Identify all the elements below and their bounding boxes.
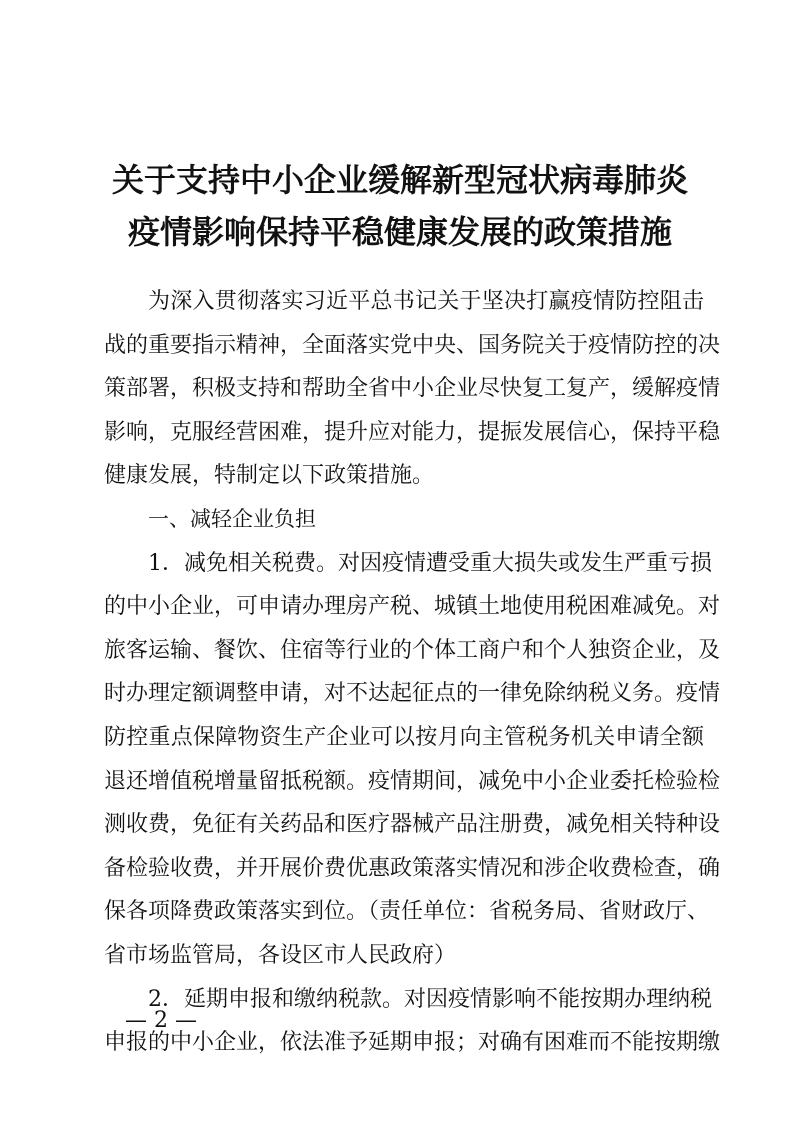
paragraph-line: 战的重要指示精神，全面落实党中央、国务院关于疫情防控的决 [104,332,721,358]
paragraph-line: 保各项降费政策落实到位。（责任单位：省税务局、省财政厅、 [104,899,710,925]
document-title-line-1: 关于支持中小企业缓解新型冠状病毒肺炎 [111,161,688,199]
document-title-line-2: 疫情影响保持平稳健康发展的政策措施 [127,213,672,251]
document-body [104,280,721,1065]
paragraph-line: 时办理定额调整申请，对不达起征点的一律免除纳税义务。疫情 [104,681,721,707]
paragraph-line: 1．减免相关税费。对因疫情遭受重大损失或发生严重亏损 [148,550,712,576]
paragraph-line: 2．延期申报和缴纳税款。对因疫情影响不能按期办理纳税 [148,986,712,1012]
paragraph-line: 测收费，免征有关药品和医疗器械产品注册费，减免相关特种设 [104,812,721,838]
section-heading: 一、减轻企业负担 [148,506,316,531]
paragraph-line: 健康发展，特制定以下政策措施。 [104,463,435,489]
paragraph-line: 防控重点保障物资生产企业可以按月向主管税务机关申请全额 [104,724,704,750]
paragraph-line: 退还增值税增量留抵税额。疫情期间，减免中小企业委托检验检 [104,768,721,794]
paragraph-line: 申报的中小企业，依法准予延期申报；对确有困难而不能按期缴 [104,1030,721,1056]
paragraph-line: 省市场监管局，各设区市人民政府） [104,942,457,968]
paragraph-line: 的中小企业，可申请办理房产税、城镇土地使用税困难减免。对 [104,594,721,620]
paragraph-line: 策部署，积极支持和帮助全省中小企业尽快复工复产，缓解疫情 [104,376,721,402]
paragraph-line: 影响，克服经营困难，提升应对能力，提振发展信心，保持平稳 [104,419,721,445]
paragraph-line: 为深入贯彻落实习近平总书记关于坚决打赢疫情防控阻击 [148,289,704,314]
paragraph-line: 旅客运输、餐饮、住宿等行业的个体工商户和个人独资企业，及 [104,637,721,663]
paragraph-line: 备检验收费，并开展价费优惠政策落实情况和涉企收费检查，确 [104,855,721,881]
page-number: — 2 — [125,1008,197,1033]
